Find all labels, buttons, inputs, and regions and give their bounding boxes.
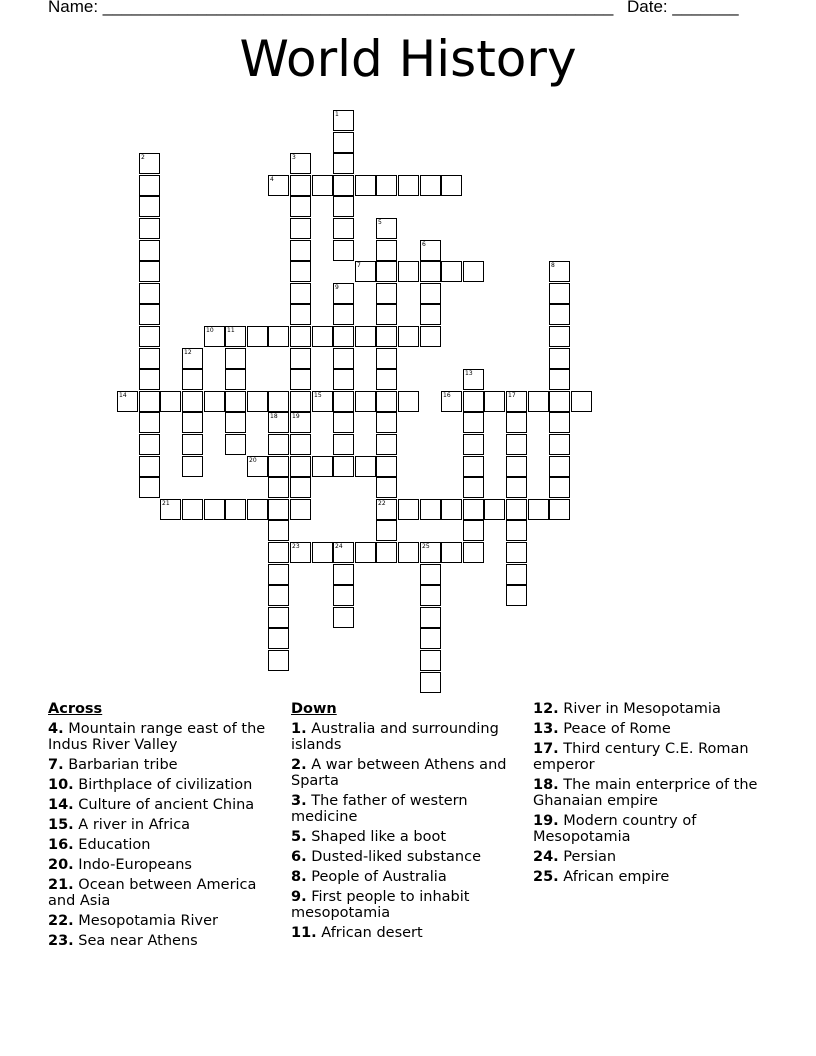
grid-cell[interactable] [290,218,311,239]
grid-cell[interactable] [268,542,289,563]
grid-cell[interactable] [225,391,246,412]
grid-cell[interactable] [139,326,160,347]
grid-cell[interactable] [204,391,225,412]
grid-cell[interactable] [528,499,549,520]
cell-number: 7 [357,262,361,269]
grid-cell[interactable] [376,283,397,304]
grid-cell[interactable] [420,304,441,325]
grid-cell[interactable] [333,542,354,563]
grid-cell[interactable] [333,412,354,433]
grid-cell[interactable] [549,348,570,369]
grid-cell[interactable] [376,412,397,433]
grid-cell[interactable] [225,326,246,347]
grid-cell[interactable] [268,650,289,671]
grid-cell[interactable] [333,240,354,261]
across-clue: 23. Sea near Athens [48,933,198,949]
across-clue: 20. Indo-Europeans [48,857,192,873]
grid-cell[interactable] [420,240,441,261]
grid-cell[interactable] [376,391,397,412]
across-clue: 15. A river in Africa [48,817,191,833]
grid-cell[interactable] [376,261,397,282]
grid-cell[interactable] [268,391,289,412]
grid-cell[interactable] [463,261,484,282]
grid-cell[interactable] [268,520,289,541]
grid-cell[interactable] [549,326,570,347]
grid-cell[interactable] [333,564,354,585]
grid-cell[interactable] [290,175,311,196]
down-clue: 6. Dusted-liked substance [291,849,481,865]
grid-cell[interactable] [160,391,181,412]
grid-cell[interactable] [355,175,376,196]
grid-cell[interactable] [268,585,289,606]
grid-cell[interactable] [117,391,138,412]
cell-number: 3 [292,154,296,161]
cell-number: 2 [141,154,145,161]
grid-cell[interactable] [463,477,484,498]
grid-cell[interactable] [290,261,311,282]
down-clue: 8. People of Australia [291,869,447,885]
grid-cell[interactable] [333,348,354,369]
grid-cell[interactable] [463,391,484,412]
cell-number: 6 [422,241,426,248]
grid-cell[interactable] [182,369,203,390]
grid-cell[interactable] [441,542,462,563]
grid-cell[interactable] [225,348,246,369]
down-clues-continued [533,701,773,889]
grid-cell[interactable] [290,196,311,217]
down-clue: 2. A war between Athens and Sparta [291,757,507,789]
grid-cell[interactable] [549,369,570,390]
grid-cell[interactable] [376,434,397,455]
cell-number: 12 [184,349,192,356]
grid-cell[interactable] [312,542,333,563]
grid-cell[interactable] [268,175,289,196]
grid-cell[interactable] [376,499,397,520]
grid-cell[interactable] [549,391,570,412]
down-heading: Down [291,701,337,717]
grid-cell[interactable] [506,434,527,455]
grid-cell[interactable] [420,628,441,649]
grid-cell[interactable] [420,564,441,585]
grid-cell[interactable] [333,456,354,477]
grid-cell[interactable] [268,412,289,433]
grid-cell[interactable] [268,434,289,455]
across-clue: 22. Mesopotamia River [48,913,219,929]
cell-number: 14 [119,392,127,399]
grid-cell[interactable] [463,434,484,455]
grid-cell[interactable] [506,520,527,541]
grid-cell[interactable] [355,326,376,347]
grid-cell[interactable] [139,240,160,261]
grid-cell[interactable] [139,391,160,412]
grid-cell[interactable] [333,283,354,304]
grid-cell[interactable] [247,326,268,347]
grid-cell[interactable] [463,412,484,433]
grid-cell[interactable] [333,391,354,412]
grid-cell[interactable] [484,391,505,412]
down-clue: 5. Shaped like a boot [291,829,447,845]
across-clue: 7. Barbarian tribe [48,757,178,773]
cell-number: 8 [551,262,555,269]
grid-cell[interactable] [139,477,160,498]
grid-cell[interactable] [441,499,462,520]
cell-number: 23 [292,543,300,550]
grid-cell[interactable] [420,542,441,563]
grid-cell[interactable] [484,499,505,520]
grid-cell[interactable] [420,672,441,693]
grid-cell[interactable] [441,261,462,282]
down-clue: 1. Australia and surrounding islands [291,721,499,753]
grid-cell[interactable] [549,477,570,498]
grid-cell[interactable] [139,304,160,325]
grid-cell[interactable] [506,564,527,585]
cell-number: 5 [378,219,382,226]
grid-cell[interactable] [398,542,419,563]
down-clue: 19. Modern country of Mesopotamia [533,813,697,845]
down-clue: 18. The main enterprice of the Ghanaian empire [533,777,758,809]
down-clue: 17. Third century C.E. Roman emperor [533,741,749,773]
grid-cell[interactable] [290,456,311,477]
cell-number: 20 [249,457,257,464]
grid-cell[interactable] [463,499,484,520]
cell-number: 16 [443,392,451,399]
grid-cell[interactable] [333,175,354,196]
cell-number: 10 [206,327,214,334]
grid-cell[interactable] [355,542,376,563]
grid-cell[interactable] [139,456,160,477]
down-clue: 25. African empire [533,869,670,885]
grid-cell[interactable] [139,283,160,304]
grid-cell[interactable] [290,240,311,261]
cell-number: 21 [162,500,170,507]
down-clue: 24. Persian [533,849,617,865]
grid-cell[interactable] [506,456,527,477]
grid-cell[interactable] [420,175,441,196]
grid-cell[interactable] [160,499,181,520]
down-clue: 9. First people to inhabit mesopotamia [291,889,470,921]
grid-cell[interactable] [333,132,354,153]
grid-cell[interactable] [549,499,570,520]
grid-cell[interactable] [441,175,462,196]
grid-cell[interactable] [355,261,376,282]
grid-cell[interactable] [182,434,203,455]
grid-cell[interactable] [376,369,397,390]
across-clue: 21. Ocean between America and Asia [48,877,257,909]
grid-cell[interactable] [333,607,354,628]
grid-cell[interactable] [420,326,441,347]
grid-cell[interactable] [268,499,289,520]
cell-number: 9 [335,284,339,291]
grid-cell[interactable] [333,196,354,217]
grid-cell[interactable] [204,499,225,520]
grid-cell[interactable] [290,434,311,455]
grid-cell[interactable] [398,499,419,520]
grid-cell[interactable] [376,520,397,541]
grid-cell[interactable] [290,153,311,174]
grid-cell[interactable] [290,499,311,520]
grid-cell[interactable] [571,391,592,412]
grid-cell[interactable] [420,261,441,282]
cell-number: 22 [378,500,386,507]
grid-cell[interactable] [268,564,289,585]
grid-cell[interactable] [268,326,289,347]
grid-cell[interactable] [290,391,311,412]
grid-cell[interactable] [420,585,441,606]
grid-cell[interactable] [463,520,484,541]
grid-cell[interactable] [549,456,570,477]
across-clue: 10. Birthplace of civilization [48,777,253,793]
grid-cell[interactable] [420,650,441,671]
name-field[interactable]: Name: ______________________________________________________ [48,0,614,16]
grid-cell[interactable] [463,369,484,390]
date-field[interactable]: Date: _______ [627,0,739,16]
grid-cell[interactable] [463,542,484,563]
grid-cell[interactable] [376,304,397,325]
grid-cell[interactable] [376,456,397,477]
grid-cell[interactable] [139,412,160,433]
grid-cell[interactable] [182,499,203,520]
grid-cell[interactable] [139,153,160,174]
grid-cell[interactable] [204,326,225,347]
across-clue: 14. Culture of ancient China [48,797,255,813]
grid-cell[interactable] [420,607,441,628]
down-clue: 12. River in Mesopotamia [533,701,721,717]
grid-cell[interactable] [376,477,397,498]
grid-cell[interactable] [506,499,527,520]
grid-cell[interactable] [333,110,354,131]
grid-cell[interactable] [225,369,246,390]
grid-cell[interactable] [528,391,549,412]
grid-cell[interactable] [268,628,289,649]
cell-number: 4 [270,176,274,183]
down-clue: 11. African desert [291,925,423,941]
grid-cell[interactable] [290,348,311,369]
cell-number: 24 [335,543,343,550]
grid-cell[interactable] [139,261,160,282]
grid-cell[interactable] [333,434,354,455]
grid-cell[interactable] [376,175,397,196]
grid-cell[interactable] [333,585,354,606]
grid-cell[interactable] [268,456,289,477]
across-clue: 16. Education [48,837,151,853]
grid-cell[interactable] [506,477,527,498]
grid-cell[interactable] [225,434,246,455]
grid-cell[interactable] [247,391,268,412]
grid-cell[interactable] [333,369,354,390]
grid-cell[interactable] [247,456,268,477]
grid-cell[interactable] [290,477,311,498]
grid-cell[interactable] [506,585,527,606]
cell-number: 25 [422,543,430,550]
grid-cell[interactable] [268,477,289,498]
grid-cell[interactable] [139,348,160,369]
grid-cell[interactable] [333,304,354,325]
cell-number: 1 [335,111,339,118]
grid-cell[interactable] [506,542,527,563]
grid-cell[interactable] [355,391,376,412]
down-clue: 3. The father of western medicine [291,793,468,825]
grid-cell[interactable] [441,391,462,412]
grid-cell[interactable] [506,412,527,433]
down-clue: 13. Peace of Rome [533,721,671,737]
grid-cell[interactable] [312,391,333,412]
grid-cell[interactable] [247,499,268,520]
grid-cell[interactable] [290,304,311,325]
grid-cell[interactable] [355,456,376,477]
grid-cell[interactable] [139,434,160,455]
grid-cell[interactable] [463,456,484,477]
grid-cell[interactable] [182,348,203,369]
puzzle-title: World History [239,30,577,88]
cell-number: 18 [270,413,278,420]
grid-cell[interactable] [333,326,354,347]
grid-cell[interactable] [376,218,397,239]
cell-number: 19 [292,413,300,420]
grid-cell[interactable] [225,412,246,433]
grid-cell[interactable] [290,326,311,347]
grid-cell[interactable] [290,283,311,304]
grid-cell[interactable] [398,391,419,412]
grid-cell[interactable] [398,175,419,196]
grid-cell[interactable] [290,542,311,563]
grid-cell[interactable] [333,153,354,174]
grid-cell[interactable] [312,326,333,347]
grid-cell[interactable] [312,175,333,196]
cell-number: 11 [227,327,235,334]
grid-cell[interactable] [290,369,311,390]
grid-cell[interactable] [139,369,160,390]
grid-cell[interactable] [398,261,419,282]
grid-cell[interactable] [549,412,570,433]
grid-cell[interactable] [225,499,246,520]
grid-cell[interactable] [139,218,160,239]
grid-cell[interactable] [549,304,570,325]
grid-cell[interactable] [139,196,160,217]
across-clues [48,701,280,953]
grid-cell[interactable] [182,391,203,412]
cell-number: 15 [314,392,322,399]
grid-cell[interactable] [420,499,441,520]
grid-cell[interactable] [398,326,419,347]
down-clues [291,701,521,945]
grid-cell[interactable] [420,283,441,304]
grid-cell[interactable] [312,456,333,477]
grid-cell[interactable] [549,283,570,304]
cell-number: 17 [508,392,516,399]
grid-cell[interactable] [268,607,289,628]
grid-cell[interactable] [290,412,311,433]
grid-cell[interactable] [139,175,160,196]
cell-number: 13 [465,370,473,377]
across-clue: 4. Mountain range east of the Indus River Valley [48,721,266,753]
grid-cell[interactable] [182,456,203,477]
grid-cell[interactable] [182,412,203,433]
grid-cell[interactable] [376,348,397,369]
grid-cell[interactable] [376,542,397,563]
grid-cell[interactable] [549,261,570,282]
grid-cell[interactable] [506,391,527,412]
grid-cell[interactable] [376,326,397,347]
grid-cell[interactable] [376,240,397,261]
across-heading: Across [48,701,103,717]
grid-cell[interactable] [549,434,570,455]
grid-cell[interactable] [333,218,354,239]
